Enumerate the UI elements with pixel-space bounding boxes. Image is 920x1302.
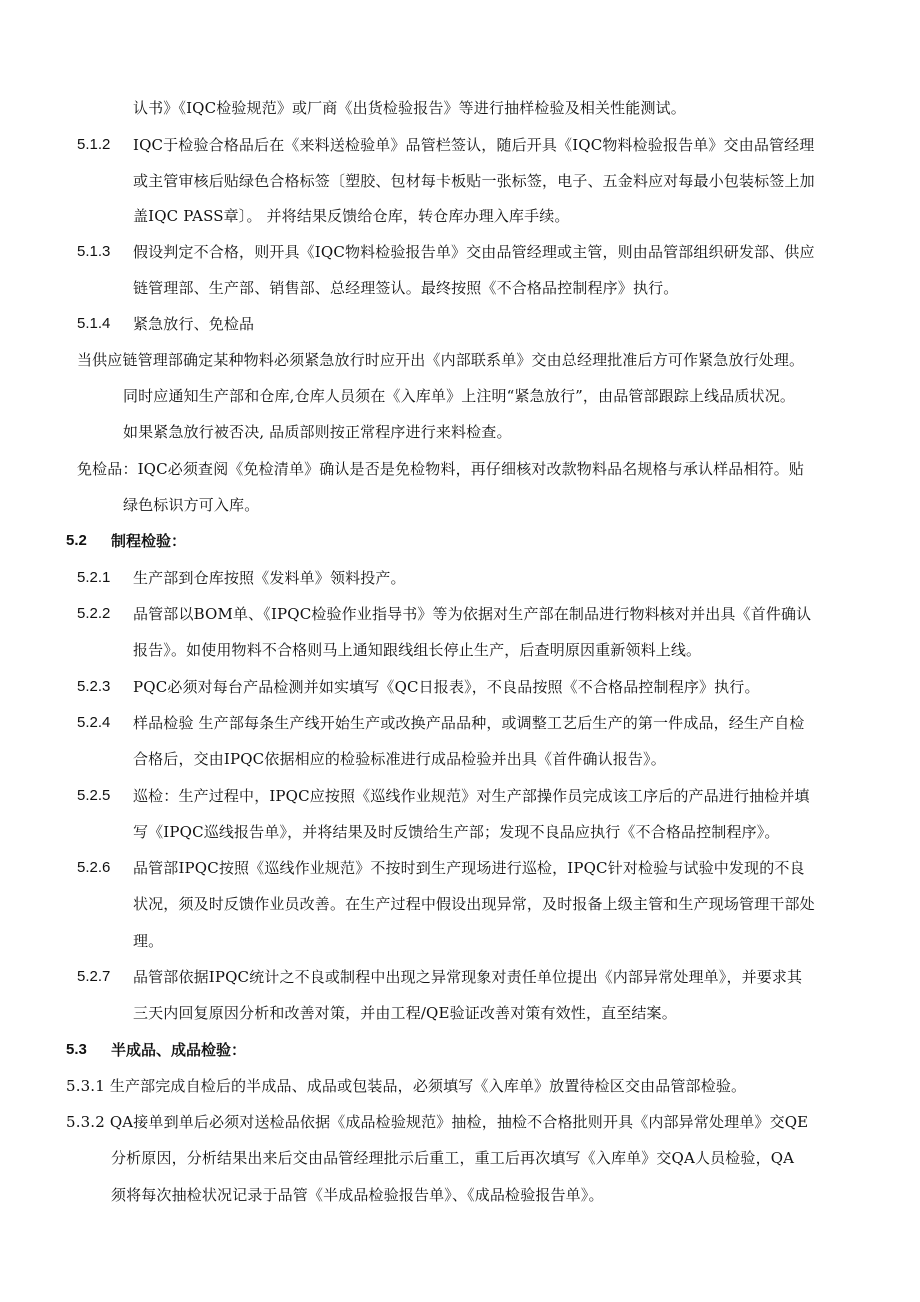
text-line: 理。 — [133, 932, 164, 950]
clause-number: 5.2.4 — [77, 714, 111, 731]
text-line: 分析原因，分析结果出来后交由品管经理批示后重工，重工后再次填写《入库单》交QA人员检验，QA — [111, 1149, 795, 1167]
text-line: 认书》《IQC检验规范》或厂商《出货检验报告》等进行抽样检验及相关性能测试。 — [133, 99, 686, 117]
section-heading: 半成品、成品检验： — [111, 1041, 247, 1059]
text-line: 链管理部、生产部、销售部、总经理签认。最终按照《不合格品控制程序》执行。 — [133, 279, 679, 297]
text-line: 品管部IPQC按照《巡线作业规范》不按时到生产现场进行巡检，IPQC针对检验与试验中发现的不良 — [133, 859, 805, 877]
text-line: 须将每次抽检状况记录于品管《半成品检验报告单》、《成品检验报告单》。 — [111, 1186, 604, 1204]
text-line: 品管部以BOM单、《IPQC检验作业指导书》等为依据对生产部在制品进行物料核对并出具《首件确认 — [133, 605, 812, 623]
text-line: 生产部到仓库按照《发料单》领料投产。 — [133, 569, 406, 587]
text-line: 免检品：IQC必须查阅《免检清单》确认是否是免检物料，再仔细核对改款物料品名规格与承认样品相符。贴 — [77, 460, 805, 478]
text-line: 或主管审核后贴绿色合格标签〔塑胶、包材每卡板贴一张标签，电子、五金料应对每最小包装标签上加 — [133, 172, 815, 190]
section-heading: 制程检验： — [111, 532, 187, 550]
text-line: IQC于检验合格品后在《来料送检验单》品管栏签认，随后开具《IQC物料检验报告单》交由品管经理 — [133, 136, 815, 154]
clause-number: 5.2.1 — [77, 569, 111, 586]
text-line: 5.3.1 生产部完成自检后的半成品、成品或包装品，必须填写《入库单》放置待检区交由品管部检验。 — [66, 1077, 747, 1095]
text-line: 盖IQC PASS章〕。 并将结果反馈给仓库，转仓库办理入库手续。 — [133, 207, 570, 225]
section-number: 5.3 — [66, 1041, 87, 1058]
text-line: 样品检验 生产部每条生产线开始生产或改换产品品种，或调整工艺后生产的第一件成品，经生产自检 — [133, 714, 805, 732]
text-line: 同时应通知生产部和仓库,仓库人员须在《入库单》上注明“紧急放行”，由品管部跟踪上线品质状况。 — [123, 387, 796, 405]
clause-number: 5.1.4 — [77, 315, 111, 332]
text-line: 绿色标识方可入库。 — [123, 496, 260, 514]
clause-number: 5.2.5 — [77, 787, 111, 804]
clause-number: 5.1.3 — [77, 243, 111, 260]
text-line: 品管部依据IPQC统计之不良或制程中出现之异常现象对责任单位提出《内部异常处理单》，并要求其 — [133, 968, 803, 986]
clause-number: 5.1.2 — [77, 136, 111, 153]
clause-number: 5.2.2 — [77, 605, 111, 622]
text-line: 写《IPQC巡线报告单》，并将结果及时反馈给生产部；发现不良品应执行《不合格品控制程序》。 — [133, 823, 780, 841]
text-line: 5.3.2 QA接单到单后必须对送检品依据《成品检验规范》抽检，抽检不合格批则开具《内部异常处理单》交QE — [66, 1113, 809, 1131]
text-line: 三天内回复原因分析和改善对策，并由工程/QE验证改善对策有效性，直至结案。 — [133, 1004, 677, 1022]
clause-number: 5.2.3 — [77, 678, 111, 695]
clause-number: 5.2.7 — [77, 968, 111, 985]
text-line: PQC必须对每台产品检测并如实填写《QC日报表》，不良品按照《不合格品控制程序》执行。 — [133, 678, 760, 696]
text-line: 合格后，交由IPQC依据相应的检验标准进行成品检验并出具《首件确认报告》。 — [133, 750, 666, 768]
section-number: 5.2 — [66, 532, 87, 549]
clause-number: 5.2.6 — [77, 859, 111, 876]
clause-title: 紧急放行、免检品 — [133, 315, 255, 333]
text-line: 如果紧急放行被否决, 品质部则按正常程序进行来料检查。 — [123, 423, 512, 441]
text-line: 状况，须及时反馈作业员改善。在生产过程中假设出现异常，及时报备上级主管和生产现场管理干部处 — [133, 895, 815, 913]
text-line: 当供应链管理部确定某种物料必须紧急放行时应开出《内部联系单》交由总经理批准后方可作紧急放行处理。 — [77, 351, 805, 369]
text-line: 假设判定不合格，则开具《IQC物料检验报告单》交由品管经理或主管，则由品管部组织研发部、供应 — [133, 243, 815, 261]
text-line: 报告》。如使用物料不合格则马上通知跟线组长停止生产，后查明原因重新领料上线。 — [133, 641, 702, 659]
text-line: 巡检：生产过程中，IPQC应按照《巡线作业规范》对生产部操作员完成该工序后的产品进行抽检并填 — [133, 787, 810, 805]
